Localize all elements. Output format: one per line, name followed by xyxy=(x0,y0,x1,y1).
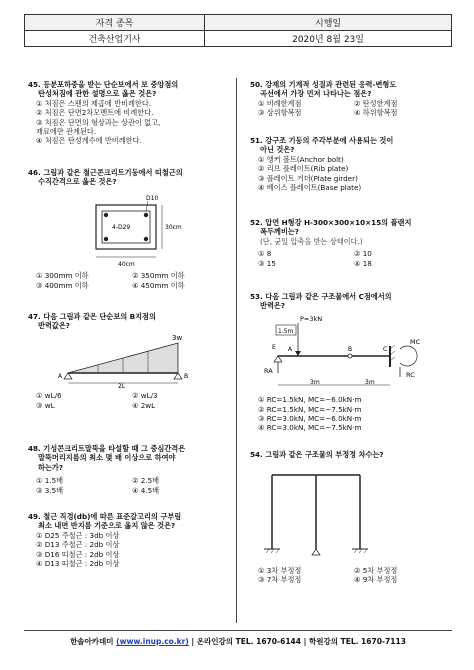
answer-option[interactable]: ③ 15 xyxy=(258,258,276,268)
support-a xyxy=(274,356,282,362)
answer-option[interactable]: ③ 플레이트 거더(Plate girder) xyxy=(258,173,358,183)
label-distance: 1.5m xyxy=(278,327,294,335)
header-label-subject: 자격 종목 xyxy=(25,15,205,31)
answer-option[interactable]: ③ 400mm 이하 xyxy=(36,280,89,290)
answer-option[interactable]: ④ 18 xyxy=(354,258,372,268)
rebar xyxy=(104,213,108,217)
question-45 xyxy=(28,80,228,146)
question-number: 46. xyxy=(28,168,41,177)
footer-separator: | xyxy=(303,637,307,646)
label-e: E xyxy=(272,343,276,351)
answer-option[interactable]: ② RC=1.5kN, MC=−7.5kN·m xyxy=(258,404,362,414)
label-rebar: 4-D29 xyxy=(112,223,131,231)
question-text: 그림과 같은 구조물의 부정정 차수는? xyxy=(265,450,384,459)
answer-option[interactable]: ② 처짐은 단면2차모멘트에 비례한다. xyxy=(36,108,154,118)
label-tie-size: D10 xyxy=(146,194,159,202)
label-load: P=3kN xyxy=(300,314,323,323)
label-ra: RA xyxy=(264,366,273,375)
question-text: 압연 H형강 H-300×300×10×15의 플랜지 xyxy=(265,218,412,227)
question-49 xyxy=(28,512,228,568)
question-54 xyxy=(250,450,450,585)
question-text: 다음 그림과 같은 구조물에서 C점에서의 xyxy=(265,292,392,301)
question-number: 45. xyxy=(28,80,41,89)
answer-option[interactable]: ② D13 주철근 : 2db 이상 xyxy=(36,540,120,550)
answer-option[interactable]: ② 탄성한계점 xyxy=(354,98,398,108)
question-number: 47. xyxy=(28,312,41,321)
answer-option[interactable]: ④ 450mm 이하 xyxy=(132,280,185,290)
label-mc: MC xyxy=(410,337,421,346)
beam-figure xyxy=(28,331,228,389)
answer-option[interactable]: ① 1.5배 xyxy=(36,476,64,486)
answer-option[interactable]: ④ 9차 부정정 xyxy=(354,575,398,585)
footer-brand: 한솔아카데미 xyxy=(70,637,114,646)
answer-option[interactable]: ④ 4.5배 xyxy=(132,485,160,495)
question-text: 하는가? xyxy=(38,462,63,472)
answer-option[interactable]: ② 350mm 이하 xyxy=(132,271,185,281)
label-a: A xyxy=(288,345,293,353)
footer-separator: | xyxy=(191,637,195,646)
label-span-2: 3m xyxy=(365,378,375,386)
label-load: 3w xyxy=(172,333,183,342)
question-text: 강구조 기둥의 주각부분에 사용되는 것이 xyxy=(265,136,394,145)
answer-option[interactable]: ④ D13 띠철근 : 2db 이상 xyxy=(36,559,120,569)
answer-option[interactable]: ④ RC=3.0kN, MC=−7.5kN·m xyxy=(258,423,362,433)
label-span-1: 3m xyxy=(310,378,320,386)
footer-divider xyxy=(24,630,452,631)
answer-option[interactable]: ③ 3.5배 xyxy=(36,485,64,495)
question-52 xyxy=(250,218,450,268)
answer-option[interactable]: ① 3차 부정정 xyxy=(258,565,302,575)
answer-option[interactable]: ① wL/6 xyxy=(36,391,62,401)
label-height: 30cm xyxy=(165,223,182,231)
question-text: 수직간격으로 옳은 것은? xyxy=(38,177,117,187)
answer-option[interactable]: ① 비례한계점 xyxy=(258,98,302,108)
answer-option[interactable]: ① 8 xyxy=(258,249,272,259)
label-span: 2L xyxy=(118,382,126,389)
answer-option[interactable]: ② 10 xyxy=(354,249,372,259)
answer-option[interactable]: ③ RC=3.0kN, MC=−6.0kN·m xyxy=(258,414,362,424)
answer-option[interactable]: ③ 7차 부정정 xyxy=(258,575,302,585)
answer-option[interactable]: ② 2.5배 xyxy=(132,476,160,486)
footer-link[interactable]: (www.inup.co.kr) xyxy=(116,637,189,646)
answer-option[interactable]: 재료에만 관계된다. xyxy=(36,127,97,137)
cantilever-figure xyxy=(250,311,450,393)
answer-option[interactable]: ④ 처짐은 탄성계수에 반비례한다. xyxy=(36,136,142,146)
column-divider xyxy=(236,78,237,623)
label-width: 40cm xyxy=(118,260,135,268)
answer-option[interactable]: ② 5차 부정정 xyxy=(354,565,398,575)
question-text: 폭두께비는? xyxy=(260,227,299,237)
question-text: 반력은? xyxy=(260,301,285,311)
footer xyxy=(24,636,452,647)
question-text: 강재의 기계적 성질과 관련된 응력-변형도 xyxy=(265,80,397,89)
label-b: B xyxy=(184,372,189,380)
frame-figure xyxy=(250,459,450,563)
question-text: 최소 내면 반지름 기준으로 옳지 않은 것은? xyxy=(38,521,176,531)
answer-option[interactable]: ④ 하위항복점 xyxy=(354,108,398,118)
answer-option[interactable]: ① 앵커 볼트(Anchor bolt) xyxy=(258,154,344,164)
question-number: 49. xyxy=(28,512,41,521)
question-number: 53. xyxy=(250,292,263,301)
label-a: A xyxy=(58,372,63,380)
footer-academy-phone: 학원강의 TEL. 1670-7113 xyxy=(308,637,406,646)
question-number: 54. xyxy=(250,450,263,459)
question-note: (단, 균일 압축을 받는 상태이다.) xyxy=(260,236,363,246)
answer-option[interactable]: ③ D16 띠철근 : 2db 이상 xyxy=(36,549,120,559)
column-section-figure xyxy=(28,187,228,269)
question-47 xyxy=(28,312,228,410)
answer-option[interactable]: ③ 상위항복점 xyxy=(258,108,302,118)
label-rc: RC xyxy=(406,370,415,379)
question-48 xyxy=(28,444,228,495)
question-text: 등분포하중을 받는 단순보에서 보 중앙점의 xyxy=(43,80,179,89)
question-number: 52. xyxy=(250,218,263,227)
question-text: 탄성처짐에 관한 설명으로 옳은 것은? xyxy=(38,89,157,99)
answer-option[interactable]: ③ wL xyxy=(36,400,55,410)
question-text: 다음 그림과 같은 단순보의 B지점의 xyxy=(43,312,156,321)
hinge-support xyxy=(312,549,320,555)
rebar xyxy=(144,237,148,241)
support-a xyxy=(64,373,72,379)
question-50 xyxy=(250,80,450,118)
question-text: 기성콘크리트말뚝을 타설할 때 그 중심간격은 xyxy=(43,444,186,453)
label-b: B xyxy=(348,345,353,353)
question-53 xyxy=(250,292,450,433)
question-51 xyxy=(250,136,450,192)
answer-option[interactable]: ① 300mm 이하 xyxy=(36,271,89,281)
question-text: 말뚝머리지름의 최소 몇 배 이상으로 하여야 xyxy=(38,453,176,463)
question-text: 아닌 것은? xyxy=(260,145,295,155)
question-number: 51. xyxy=(250,136,263,145)
header-value-date: 2020년 8월 23일 xyxy=(205,31,452,47)
question-text: 철근 직경(db)에 따른 표준갈고리의 구부림 xyxy=(43,512,182,521)
rebar xyxy=(104,237,108,241)
question-text: 그림과 같은 철근콘크리트기둥에서 띠철근의 xyxy=(43,168,183,177)
exam-header-table xyxy=(24,14,452,47)
label-c: C xyxy=(383,345,388,353)
answer-option[interactable]: ① RC=1.5kN, MC=−6.0kN·m xyxy=(258,395,362,405)
answer-option[interactable]: ④ 2wL xyxy=(132,400,156,410)
answer-option[interactable]: ④ 베이스 플레이트(Base plate) xyxy=(258,183,362,193)
answer-option[interactable]: ① D25 주철근 : 3db 이상 xyxy=(36,530,120,540)
answer-option[interactable]: ③ 처짐은 단면의 형상과는 상관이 없고, xyxy=(36,117,161,127)
support-b xyxy=(174,373,182,379)
answer-option[interactable]: ② wL/3 xyxy=(132,391,158,401)
question-text: 곡선에서 가장 먼저 나타나는 점은? xyxy=(260,89,372,99)
question-number: 48. xyxy=(28,444,41,453)
question-number: 50. xyxy=(250,80,263,89)
question-46 xyxy=(28,168,228,290)
header-label-date: 시행일 xyxy=(205,15,452,31)
hinge xyxy=(348,354,352,358)
footer-online-phone: 온라인강의 TEL. 1670-6144 xyxy=(196,637,301,646)
answer-option[interactable]: ① 처짐은 스팬의 제곱에 반비례한다. xyxy=(36,98,152,108)
rebar xyxy=(144,213,148,217)
header-value-subject: 건축산업기사 xyxy=(25,31,205,47)
answer-option[interactable]: ② 리브 플레이트(Rib plate) xyxy=(258,164,349,174)
question-text: 반력값은? xyxy=(38,321,70,331)
